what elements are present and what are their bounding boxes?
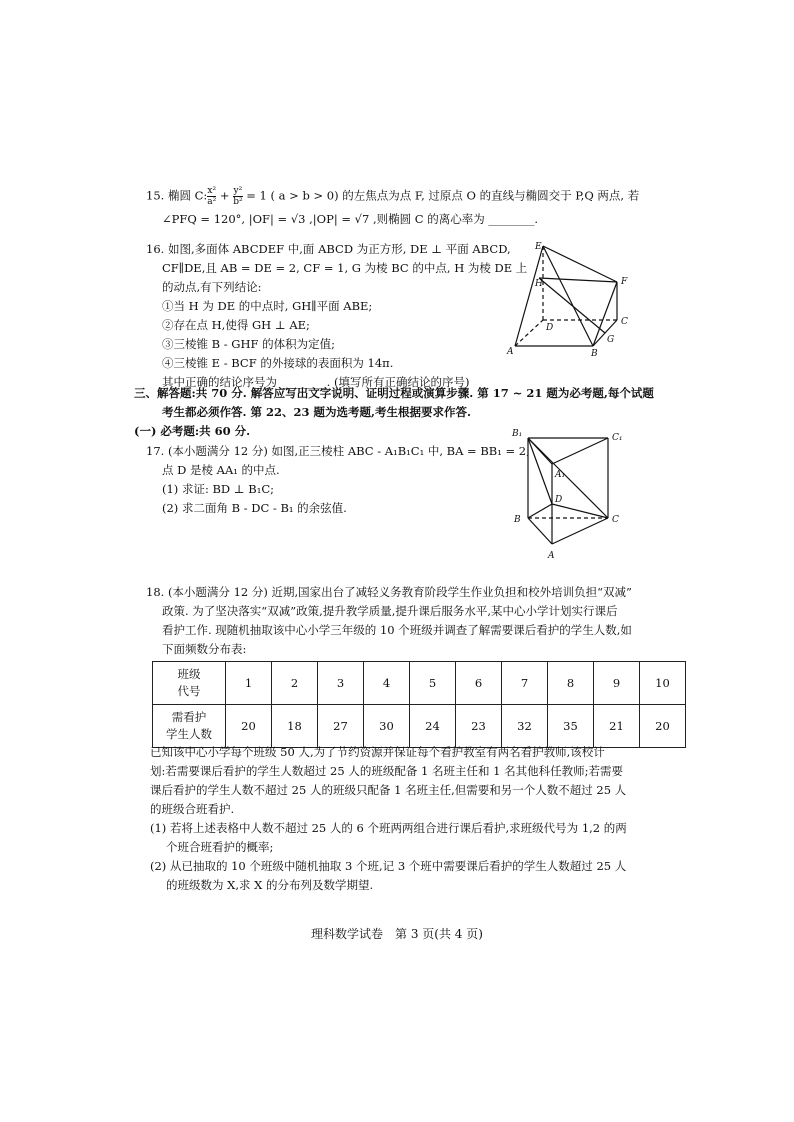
q15-line2: ∠PFQ = 120°, |OF| = √3 ,|OP| = √7 ,则椭圆 C 的离心率为 ________. (162, 212, 539, 226)
polyhedron-figure (505, 240, 640, 360)
q15-line1: 15. 椭圆 C: $\frac{\text{x²}}{\text{a²}}$ + $\frac{\text{y²}}{\text{b²}}$ = 1 ( a > b > 0) 的左焦点为点 F, 过原点 O 的直线与椭圆交于 P,Q 两点, 若 (146, 186, 640, 207)
table-cell: 23 (456, 705, 502, 748)
table-row-student-count (153, 705, 686, 748)
table-cell: 5 (410, 662, 456, 705)
frac-x: $\frac{\text{x²}}{\text{a²}}$ (207, 186, 217, 207)
label-A: A (507, 347, 514, 357)
prism-figure (508, 424, 633, 564)
table-row-class-code (153, 662, 686, 705)
label-D: D (546, 323, 554, 333)
table-cell: 4 (364, 662, 410, 705)
table-cell: 9 (594, 662, 640, 705)
q17: 17. (本小题满分 12 分) 如图,正三棱柱 ABC - A₁B₁C₁ 中, BA = BB₁ = 2, 点 D 是棱 AA₁ 的中点. (1) 求证: BD ⊥ B₁C; (2) 求二面角 B - DC - B₁ 的余弦值. (146, 444, 530, 515)
label-B1: B₁ (512, 429, 523, 439)
page-footer: 理科数学试卷 第 3 页(共 4 页) (311, 927, 483, 941)
table-cell: 21 (594, 705, 640, 748)
edge-BD (528, 504, 552, 518)
label-H: H (535, 279, 543, 289)
label-E: E (535, 242, 542, 252)
table-cell: 24 (410, 705, 456, 748)
frac-y: $\frac{\text{y²}}{\text{b²}}$ (233, 186, 243, 207)
edge-B1D (528, 438, 552, 504)
label-G: G (607, 335, 615, 345)
edge-DC (552, 504, 608, 518)
table-cell: 3 (318, 662, 364, 705)
table-cell: 10 (640, 662, 686, 705)
table-cell: 1 (226, 662, 272, 705)
table-cell: 2 (272, 662, 318, 705)
table-cell: 7 (502, 662, 548, 705)
table-cell: 27 (318, 705, 364, 748)
table-cell: 18 (272, 705, 318, 748)
table-cell: 8 (548, 662, 594, 705)
label-C: C (612, 515, 619, 525)
label-F: F (621, 277, 628, 287)
edge-A1C1 (552, 438, 608, 464)
header-student-count: 需看护 学生人数 (153, 705, 226, 748)
label-A: A (548, 551, 555, 561)
label-D: D (555, 495, 563, 505)
edge-B1C (528, 438, 608, 518)
label-B: B (591, 349, 598, 359)
table-cell: 32 (502, 705, 548, 748)
edge-EF (543, 246, 617, 282)
edge-HF (539, 278, 617, 282)
q15 (146, 186, 639, 229)
table-cell: 30 (364, 705, 410, 748)
q16: 16. 如图,多面体 ABCDEF 中,面 ABCD 为正方形, DE ⊥ 平面 ABCD, CF∥DE,且 AB = DE = 2, CF = 1, G 为棱 BC 的中点, H 为棱 DE 上 的动点,有下列结论: ①当 H 为 DE 的中点时, GH∥平面 ABE; ②存在点 H,使得 GH ⊥ AE; ③三棱锥 B - GHF 的体积为定值; ④三棱锥 E - BCF 的外接球的表面积为 14π. 其中正确的结论序号为 ________. (填写所有正确结论的序号) (146, 242, 528, 389)
header-class-code: 班级 代号 (153, 662, 226, 705)
table-cell: 20 (226, 705, 272, 748)
label-A1: A₁ (555, 470, 566, 480)
edge-BA (528, 518, 552, 544)
table-cell: 20 (640, 705, 686, 748)
label-B: B (514, 515, 521, 525)
edge-EA (515, 246, 543, 346)
section-3-heading: 三、解答题:共 70 分. 解答应写出文字说明、证明过程或演算步骤. 第 17 ~ 21 题为必考题,每个试题 考生都必须作答. 第 22、23 题为选考题,考生根据要求作答. (一) 必考题:共 60 分. (134, 386, 654, 438)
edge-AC (552, 518, 608, 544)
table-cell: 6 (456, 662, 502, 705)
q18-intro: 18. (本小题满分 12 分) 近期,国家出台了减轻义务教育阶段学生作业负担和校外培训负担“双减” 政策. 为了坚决落实“双减”政策,提升教学质量,提升课后服务水平,某中心小学计划实行课后 看护工作. 现随机抽取该中心小学三年级的 10 个班级并调查了解需要课后看护的学生人数,如 下面频数分布表: (146, 585, 632, 656)
q18-body: 已知该中心小学每个班级 50 人,为了节约资源并保证每个看护教室有两名看护教师,该校计 划:若需要课后看护的学生人数超过 25 人的班级配备 1 名班主任和 1 名其他科任教师;若需要 课后看护的学生人数不超过 25 人的班级只配备 1 名班主任,但需要和另一个人数不超过 25 人 的班级合班看护. (1) 若将上述表格中人数不超过 25 人的 6 个班两两组合进行课后看护,求班级代号为 1,2 的两 个班合班看护的概率; (2) 从已抽取的 10 个班级中随机抽取 3 个班,记 3 个班中需要课后看护的学生人数超过 25 人 的班级数为 X,求 X 的分布列及数学期望. (150, 745, 627, 892)
label-C1: C₁ (612, 433, 623, 443)
frequency-table (152, 661, 686, 748)
label-C: C (621, 317, 628, 327)
table-cell: 35 (548, 705, 594, 748)
